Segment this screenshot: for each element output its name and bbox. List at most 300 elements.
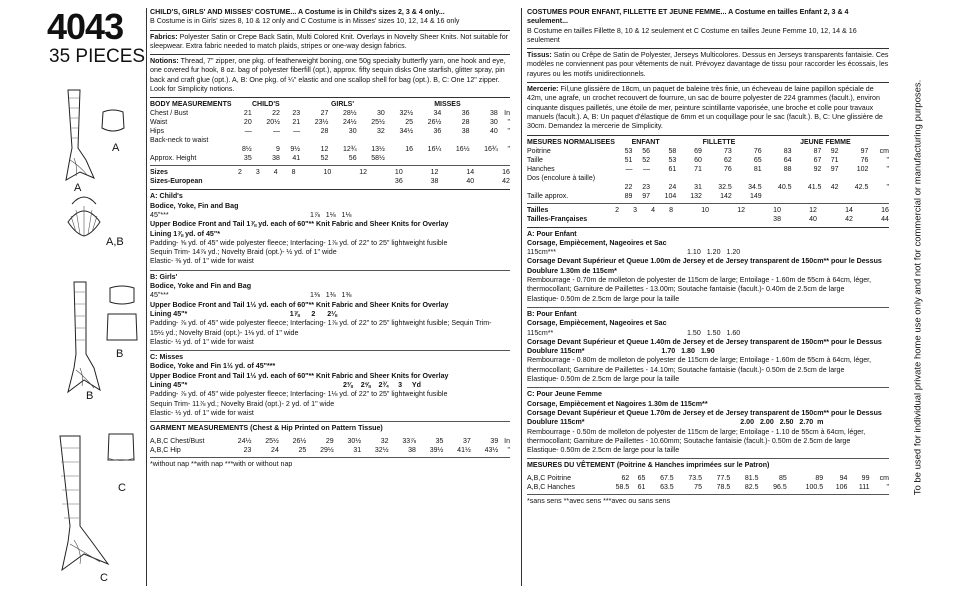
measurement-value: 32 [380,437,389,445]
measurement-value [385,154,413,163]
measurement-value: cm [879,147,889,155]
mercerie-label: Mercerie: [527,85,559,94]
yardage-line: Elastic- ½ yd. of 1" wide for waist [150,408,254,417]
measurement-value: — [643,165,650,173]
measurement-value: 23½ [314,119,329,127]
measurement-value [357,136,385,145]
size-value: 3 [633,206,638,214]
measurement-value: 13½ [371,146,385,154]
yardage-row [150,291,510,300]
measurement-value: 63.5 [660,483,674,491]
size-value: 10 [394,169,403,177]
measurement-value: 76 [860,156,869,164]
yardage-line: Lining 1⅞ yd. of 45"* [150,229,220,238]
measurement-value: 35 [243,155,252,163]
row-label: Back-neck to waist [150,137,209,145]
fr-footnote: *sans sens **avec sens ***avec ou sans sens [527,496,671,505]
measurement-value: 52 [320,155,329,163]
bodice-b-drawing [104,284,140,349]
mermaid-tail-b-drawing [60,280,106,405]
section-subheading: Corsage, Empiècement et Nagoires 1.30m de 115cm** [527,399,708,408]
yardage-line: Sequin Trim- 11⅞ yd.; Novelty Braid (opt.)- 2 yd. of 1" wide [150,399,335,408]
measurement-value: 41 [292,155,301,163]
tissus-text: Satin ou Crêpe de Satin de Polyester, Jerseys Multicolores. Dessus en Jerseys transparents fantaisie. Ces modèles ne conviennent pas pour vêtements de nuit. Prévoyez davantage de tissu pour raccorder les écossais, les rayures ou les motifs unidirectionnels. [527,51,889,78]
notions-text: Thread, 7" zipper, one pkg. of featherweight boning, one 50g specialty butterfly yarn, one hook and eye, one covered fur hook, 8 oz. bag of polyester fiberfill (opt.), approx. fifty sequin disks One starfish, glitter spray, pin back and craft glue (opt.). A, B: One pkg. of ¼" elastic and one scallop shell for bag (opt.). B, C: One 12" zipper. Look for Simplicity notions. [150,57,506,94]
size-value: 10 [773,206,781,214]
measurement-value: 20 [243,119,252,127]
size-value: 10 [701,206,710,214]
measurement-value: 33⅞ [402,437,416,445]
measurement-value: 38 [408,446,416,454]
measurement-value [498,136,510,145]
size-value: 16 [502,169,510,177]
yardage-line: Upper Bodice Front and Tail 1½ yd. each of 60"** Knit Fabric and Sheer Knits for Overlay [150,300,449,309]
size-value: 2 [237,169,242,177]
sizes-row [150,168,510,177]
row-label: Taille approx. [527,192,569,200]
measurement-value: " [886,165,889,173]
sizes-row [527,206,889,215]
figure-label: C [100,572,108,584]
measurement-value: 67 [813,156,822,164]
yardage-values: 1⅞ 1⅛ 1⅛ [310,210,352,219]
row-label: Waist [150,119,168,127]
measurement-value: 42.5 [854,183,869,191]
yardage-line: Rembourrage - 0.70m de molleton de polyester de 115cm de large; Entoilage - 1.60m de 55cm à 64cm, léger, [527,276,872,285]
measurement-value: 89 [815,474,824,482]
measurement-value: 40.5 [777,183,792,191]
sizes-row [527,215,889,224]
measurement-value: 25½ [265,437,279,445]
size-value [242,177,260,186]
yardage-row [527,248,889,257]
measurement-value: — [625,165,633,173]
measurement-value: 31 [694,183,702,191]
en-title-2: B Costume is in Girls' sizes 8, 10 & 12 only and C Costume is in Misses' sizes 10, 12, 14 & 16 only [150,17,460,26]
garment-row [150,446,510,455]
measurement-row [150,118,510,127]
measurement-value: 28 [461,119,470,127]
measurement-value: 23 [642,183,650,191]
size-value: 12 [809,206,817,214]
pattern-number: 4043 [47,6,124,47]
yardage-line: Corsage Devant Supérieur et Queue 1.00m de Jersey et de Jersey transparent de 150cm** pour le Dessus [527,257,882,266]
mercerie-text: Fil,une glissière de 18cm, un paquet de baleine très finie, un écheveau de laine papillon spéciale de 42m, une agrafe, un crochet recouvert de fourrure, un sac de bourre polyester de 224 grammes (facult.), environ cinquante disques pailletés, une étoile de mer, peinture scintillante vaporisée, une broche et colle pour travaux manuels (facult.). A, B: Un paquet d'élastique de 6mm et un coquillage pour le sac (facult.). B, C: Une glissière de 30cm. Demandez la mercerie de Simplicity. [527,85,883,131]
measurement-row [150,145,510,154]
yardage-line: Padding- ⅝ yd. of 45" wide polyester fleece; Interfacing- 1⅞ yd. of 22" to 25" lightweight fusible [150,238,448,247]
measurement-value: — [293,128,301,136]
measurement-value: 34 [433,110,442,118]
measurement-value: 85 [778,474,787,482]
measurement-value: 149 [750,192,762,200]
yardage-line: Elastique- 0.50m de 2.5cm de large pour la taille [527,375,680,384]
yardage-line: Corsage Devant Supérieur et Queue 1.70m de Jersey et de Jersey transparent de 150cm** pour le Dessus [527,408,882,417]
section-heading: B: Girls' [150,272,178,281]
en-sizes-table [150,168,510,186]
measurement-value [732,174,762,183]
group-heading: ENFANT [631,138,660,146]
row-label: Chest / Bust [150,110,189,118]
measurement-value: 60 [694,156,702,164]
column-divider [146,8,147,586]
size-value: 42 [845,215,853,223]
size-value: 36 [394,178,403,186]
measurement-value [650,174,676,183]
measurement-value: 73 [724,147,732,155]
yardage-line: Doublure 115cm* 1.70 1.80 1.90 [527,347,715,356]
measurement-value: 99 [861,474,870,482]
yardage-row [527,329,889,338]
yardage-line: 15½ yd.; Novelty Braid (opt.)- 1⅛ yd. of 1" wide [150,328,299,337]
measurement-value: 16¾ [484,146,498,154]
measurement-value: 29 [325,437,334,445]
measurement-value: " [886,483,889,491]
measurement-value: 62 [621,474,630,482]
row-label: A,B,C Poitrine [527,474,571,482]
size-value: 38 [430,178,439,186]
yardage-line: Elastique- 0.50m de 2.5cm de large pour la taille [527,446,680,455]
measurement-value: 41.5 [807,183,822,191]
size-value: 10 [323,169,332,177]
measurement-value: 26½ [292,437,307,445]
garment-row [150,437,510,446]
yardage-values: 1⅜ 1⅜ 1⅜ [310,291,352,300]
measurement-value: 89 [624,192,633,200]
body-measurements-heading: BODY MEASUREMENTS [150,101,232,109]
measurement-value: 88 [783,165,792,173]
measurement-value [328,136,356,145]
garment-row [527,483,889,492]
measurement-value: 25 [298,446,307,454]
section-heading: A: Pour Enfant [527,229,577,238]
measurement-value: 21 [243,110,252,118]
yardage-line: thermocollant; Garniture de Paillettes - 14.10m; Soutache fantaisie (facult.)- 0.50m de 2.5cm de large [527,365,845,374]
measurement-value: 16½ [455,146,470,154]
yardage-line: thermocollant; Garniture de Paillettes - 10.60mm; Soutache fantaisie (facult.)- 0.50m de 2.5cm de large [527,436,851,445]
measurement-value: 52 [642,156,650,164]
yardage-line: Upper Bodice Front and Tail 1½ yd. each of 60"** Knit Fabric and Sheer Knits for Overlay [150,371,449,380]
pieces-count: 35 PIECES [49,46,146,67]
measurement-value: 69 [694,147,702,155]
size-value [637,215,655,224]
measurement-value [792,192,822,201]
group-heading: FILLETTE [702,138,736,146]
measurement-value: 36 [433,128,442,136]
measurement-value: " [507,119,510,127]
figure-label: B [86,390,94,402]
yardage-section [527,310,889,384]
size-value: 14 [845,206,853,214]
measurement-value: 30 [377,110,385,118]
size-value: 4 [273,169,278,177]
fr-title-2: B Costume en tailles Fillette 8, 10 & 12 seulement et C Costume en tailles Jeune Femme 10, 12, 14 & 16 seulement [527,26,857,44]
measurement-value: 27 [320,110,329,118]
measurement-value: 32½ [399,110,414,118]
measurement-value: 64 [783,156,792,164]
size-value [296,177,332,186]
measurement-value: 34.5 [748,183,762,191]
measurement-value: 78.5 [716,483,731,491]
measurement-value: 24 [668,183,677,191]
row-label: Hanches [527,165,555,173]
measurement-value: 92 [830,147,839,155]
sizes-label: Tailles-Françaises [527,215,588,223]
size-value [278,177,296,186]
yardage-row [150,211,510,220]
size-value: 2 [615,206,620,214]
size-value [619,215,637,224]
measurement-value [762,174,792,183]
measurement-value [413,154,441,163]
measurement-value: 97 [860,147,869,155]
size-value: 42 [502,178,510,186]
yardage-line: Doublure 115cm* 2.00 2.00 2.50 2.70 m [527,418,824,427]
size-value: 3 [255,169,260,177]
measurement-value [232,136,252,145]
french-column [527,8,889,506]
usage-notice-text: To be used for individual private home use only and not for commercial or manufacturing purposes. [912,79,924,496]
size-value [709,215,745,224]
yardage-line: Corsage Devant Supérieur et Queue 1.40m de Jersey et de Jersey transparent de 150cm** pour le Dessus [527,337,882,346]
measurement-value: 12 [320,146,329,154]
sizes-label: Sizes [150,169,168,177]
yardage-width: 45"*** [150,210,169,219]
measurement-value: " [507,446,510,454]
measurement-value: 35 [435,437,444,445]
column-divider [521,8,522,586]
yardage-line: Upper Bodice Front and Tail 1⅞ yd. each of 60"** Knit Fabric and Sheer Knits for Overlay [150,220,449,229]
measurement-value [868,174,889,183]
measurement-value: 41½ [457,446,471,454]
measurement-value [470,154,498,163]
measurement-value [470,136,498,145]
measurement-value: 9 [276,146,280,154]
size-value [601,215,619,224]
measurement-value: 100.5 [805,483,824,491]
measurement-value [615,174,633,183]
yardage-line: Doublure 1.30m de 115cm* [527,266,617,275]
row-label: Approx. Height [150,155,197,163]
measurement-value: 24½ [237,437,252,445]
measurement-value: 142 [720,192,732,200]
row-label [150,145,232,154]
en-body-measurements-table [150,100,510,163]
measurement-value: 22 [272,110,280,118]
row-label: Taille [527,156,543,164]
yardage-line: Rembourrage - 0.50m de molleton de polyester de 115cm de large; Entoilage - 1.10 de 55cm à 64cm, léger, [527,427,866,436]
measurement-value: " [507,146,510,154]
measurement-value: 38 [461,128,470,136]
section-subheading: Bodice, Yoke and Fin and Bag [150,282,252,291]
measurement-value: 40 [489,128,498,136]
size-value: 12 [430,169,439,177]
measurement-value: 38 [489,110,498,118]
measurement-value: 28½ [342,110,357,118]
measurement-value: 20½ [266,119,280,127]
measurement-value: 102 [856,165,869,173]
measurement-value: 31 [353,446,362,454]
measurement-value: " [507,128,510,136]
measurement-value: 12¾ [342,146,357,154]
yardage-line: thermocollant; Garniture de Paillettes - 13.00m; Soutache fantaisie (facult.)- 0.40m de 2.5cm de large [527,285,845,294]
size-value: 38 [773,215,781,223]
measurement-value: 53 [668,156,677,164]
figure-label: A [74,182,82,194]
en-yardage-sections [150,192,510,422]
measurement-value: 36 [461,110,470,118]
measurement-value: 56 [642,147,650,155]
measurement-value: 76 [724,165,732,173]
measurement-value: 23 [292,110,301,118]
size-value: 4 [651,206,656,214]
group-heading: JEUNE FEMME [800,138,851,146]
figure-label: A [112,142,120,154]
yardage-section [150,273,510,347]
measurement-value: 67.5 [660,474,674,482]
yardage-section [527,390,889,455]
row-label [527,183,615,192]
fr-yardage-sections [527,230,889,460]
measurement-value: 22 [624,183,633,191]
measurement-value [441,154,469,163]
section-heading: B: Pour Enfant [527,309,577,318]
section-subheading: Bodice, Yoke and Fin 1½ yd. of 45"*** [150,362,276,371]
measurement-value: 29½ [320,446,334,454]
yardage-width: 45"*** [150,291,169,300]
row-label: Dos (encolure à taille) [527,174,596,182]
measurement-value: 87 [813,147,822,155]
measurement-value: 30 [489,119,498,127]
measurement-value: 9½ [290,146,301,154]
row-label: A,B,C Hanches [527,483,575,491]
measurement-row [527,147,889,156]
group-heading: GIRLS' [330,101,354,109]
fr-garment-table [527,474,889,492]
size-value: 40 [466,178,475,186]
fr-garment-heading: MESURES DU VÊTEMENT (Poitrine & Hanches imprimées sur le Patron) [527,461,770,470]
measurement-value: — [272,128,280,136]
yardage-width: 115cm*** [527,248,557,257]
measurement-value: 32 [377,128,385,136]
en-garment-table [150,437,510,455]
measurement-row [527,183,889,192]
size-value: 12 [737,206,745,214]
yardage-line: Elastic- ½ yd. of 1" wide for waist [150,337,254,346]
measurement-value: cm [879,474,889,482]
sizes-label: Tailles [527,206,549,214]
measurement-value [762,192,792,201]
measurement-value: 39 [490,437,499,445]
measurement-value: 106 [835,483,848,491]
measurement-value: 65 [637,474,646,482]
sizes-label: Sizes-European [150,178,203,186]
bodice-c-drawing [106,432,136,469]
yardage-line: Padding- ⅞ yd. of 45" wide polyester fleece; Interfacing- 1⅞ yd. of 22" to 25" lightweight fusible; Sequin Trim- [150,319,492,328]
english-column [150,8,510,469]
measurement-row [150,136,510,145]
measurement-value: 43½ [484,446,499,454]
section-heading: A: Child's [150,192,183,201]
shell-bag-drawing [62,192,106,253]
measurement-value: 71 [694,165,702,173]
measurement-value [413,136,441,145]
yardage-line: Rembourrage - 0.80m de molleton de polyester de 115cm de large; Entoilage - 1.60m de 55cm à 64cm, léger, [527,356,872,365]
section-subheading: Corsage, Empiècement, Nageoires et Sac [527,319,667,328]
group-heading: MISSES [434,101,461,109]
measurement-value: 23 [243,446,252,454]
measurement-value: 111 [858,483,870,491]
yardage-width: 115cm** [527,328,554,337]
size-value [655,215,673,224]
measurement-value: 56 [348,155,357,163]
measurement-value: 81.5 [744,474,759,482]
measurement-value: 24½ [342,119,357,127]
yardage-section [527,230,889,304]
yardage-values: 1.10 1.20 1.20 [687,248,741,257]
measurement-value [821,174,838,183]
measurement-value: 132 [690,192,702,200]
measurement-row [150,109,510,118]
measurement-value: 65 [753,156,762,164]
section-subheading: Corsage, Empiècement, Nageoires et Sac [527,238,667,247]
measurement-value: 104 [664,192,677,200]
measurement-value [252,136,280,145]
measurement-value [280,136,300,145]
size-value [673,215,709,224]
figure-label: B [116,348,124,360]
measurement-value: " [886,183,889,191]
measurement-value: 75 [694,483,702,491]
measurement-value: 32½ [374,446,389,454]
measurement-value: 92 [813,165,822,173]
measurement-value: In [504,110,510,118]
usage-notice [898,32,924,552]
measurement-value [385,136,413,145]
measurement-value [300,136,328,145]
yardage-line: Elastique- 0.50m de 2.5cm de large pour la taille [527,294,680,303]
measurement-value: 38 [272,155,280,163]
row-label: A,B,C Hip [150,446,181,454]
measurement-value [632,174,650,183]
size-value: 8 [291,169,296,177]
section-heading: C: Pour Jeune Femme [527,390,602,399]
measurement-value: 96.5 [773,483,787,491]
size-value [260,177,278,186]
figure-label: A,B [106,236,124,248]
yardage-line: Elastic- ⅜ yd. of 1" wide for waist [150,257,254,266]
measurement-value: 51 [624,156,633,164]
notions-label: Notions: [150,57,179,66]
section-subheading: Bodice, Yoke, Fin and Bag [150,201,239,210]
row-label: Poitrine [527,147,551,155]
measurement-value: 25½ [371,119,385,127]
measurement-value: 58 [668,147,677,155]
measurement-value: 62 [724,156,732,164]
en-footnote: *without nap **with nap ***with or without nap [150,459,293,468]
row-label: Hips [150,128,165,136]
fabrics-text: Polyester Satin or Crepe Back Satin, Multi Colored Knit. Overlays in Novelty Sheer Knits. Not suitable for sleepwear. Extra fabric needed to match plaids, stripes or one-way design fabrics. [150,32,509,50]
measurement-value: 8½ [241,146,252,154]
measurement-value: 16 [405,146,414,154]
measurement-value: In [504,437,510,445]
measurement-value [676,174,702,183]
measurement-value: 53 [624,147,633,155]
figure-label: C [118,482,126,494]
size-value: 44 [881,215,889,223]
measurement-value: " [886,156,889,164]
measurement-row [527,156,889,165]
sizes-row [150,177,510,186]
